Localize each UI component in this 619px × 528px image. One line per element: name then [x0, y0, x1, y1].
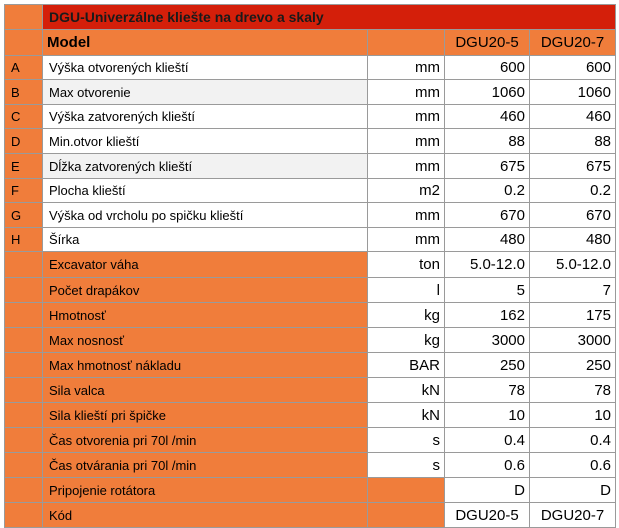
row-letter: C: [5, 105, 43, 129]
header-col1: DGU20-5: [445, 30, 530, 56]
spec-label: Sila valca: [43, 378, 368, 403]
spec-value-1: 78: [445, 378, 530, 403]
spec-label: Čas otvorenia pri 70l /min: [43, 428, 368, 453]
spec-unit: kg: [368, 328, 445, 353]
row-unit: mm: [368, 129, 445, 154]
spec-label: Sila klieští pri špičke: [43, 403, 368, 428]
spec-value-2: 175: [530, 303, 616, 328]
spec-value-1: 250: [445, 353, 530, 378]
spec-label: Max hmotnosť nákladu: [43, 353, 368, 378]
row-value-1: 0.2: [445, 179, 530, 203]
dimension-row: [5, 56, 616, 80]
spec-letter-cell: [5, 328, 43, 353]
spec-unit: BAR: [368, 353, 445, 378]
spec-unit: s: [368, 428, 445, 453]
row-letter: A: [5, 56, 43, 80]
spec-row: [5, 328, 616, 353]
spec-row: [5, 353, 616, 378]
row-value-1: 1060: [445, 80, 530, 105]
spec-unit: kg: [368, 303, 445, 328]
row-unit: mm: [368, 105, 445, 129]
spec-letter-cell: [5, 353, 43, 378]
row-unit: mm: [368, 154, 445, 179]
row-value-1: 460: [445, 105, 530, 129]
spec-letter-cell: [5, 378, 43, 403]
spec-row: [5, 378, 616, 403]
spec-row: [5, 503, 616, 528]
row-unit: m2: [368, 179, 445, 203]
row-value-1: 675: [445, 154, 530, 179]
spec-label: Počet drapákov: [43, 278, 368, 303]
spec-label: Pripojenie rotátora: [43, 478, 368, 503]
spec-unit: [368, 503, 445, 528]
spec-letter-cell: [5, 428, 43, 453]
spec-unit: s: [368, 453, 445, 478]
spec-value-1: 5.0-12.0: [445, 252, 530, 278]
spec-letter-cell: [5, 303, 43, 328]
row-letter: G: [5, 203, 43, 228]
dimension-row: [5, 154, 616, 179]
spec-value-2: 250: [530, 353, 616, 378]
spec-value-1: 5: [445, 278, 530, 303]
spec-letter-cell: [5, 278, 43, 303]
header-letter-cell: [5, 30, 43, 56]
spec-letter-cell: [5, 478, 43, 503]
spec-value-1: D: [445, 478, 530, 503]
spec-letter-cell: [5, 503, 43, 528]
row-letter: B: [5, 80, 43, 105]
spec-unit: l: [368, 278, 445, 303]
row-label: Max otvorenie: [43, 80, 368, 105]
row-label: Šírka: [43, 228, 368, 252]
header-model-label: Model: [43, 30, 368, 56]
spec-value-2: DGU20-7: [530, 503, 616, 528]
spec-value-1: 162: [445, 303, 530, 328]
row-value-2: 675: [530, 154, 616, 179]
row-letter: H: [5, 228, 43, 252]
dimension-row: [5, 129, 616, 154]
spec-value-1: 0.4: [445, 428, 530, 453]
header-row: [5, 30, 616, 56]
spec-value-2: 10: [530, 403, 616, 428]
row-label: Dĺžka zatvorených klieští: [43, 154, 368, 179]
spec-row: [5, 428, 616, 453]
spec-value-2: 5.0-12.0: [530, 252, 616, 278]
spec-row: [5, 303, 616, 328]
spec-value-2: D: [530, 478, 616, 503]
header-unit-cell: [368, 30, 445, 56]
header-col2: DGU20-7: [530, 30, 616, 56]
spec-value-2: 0.6: [530, 453, 616, 478]
spec-unit: [368, 478, 445, 503]
row-label: Výška otvorených klieští: [43, 56, 368, 80]
spec-value-1: 0.6: [445, 453, 530, 478]
spec-letter-cell: [5, 403, 43, 428]
row-value-1: 480: [445, 228, 530, 252]
dimension-row: [5, 179, 616, 203]
row-value-2: 1060: [530, 80, 616, 105]
spec-value-2: 7: [530, 278, 616, 303]
row-value-2: 600: [530, 56, 616, 80]
spec-label: Max nosnosť: [43, 328, 368, 353]
row-label: Výška zatvorených klieští: [43, 105, 368, 129]
spec-row: [5, 403, 616, 428]
table-title: DGU-Univerzálne kliešte na drevo a skaly: [43, 5, 616, 30]
dimension-row: [5, 105, 616, 129]
dimension-row: [5, 203, 616, 228]
row-value-1: 670: [445, 203, 530, 228]
row-unit: mm: [368, 80, 445, 105]
spec-letter-cell: [5, 252, 43, 278]
spec-unit: kN: [368, 403, 445, 428]
row-value-2: 460: [530, 105, 616, 129]
spec-value-1: 10: [445, 403, 530, 428]
spec-value-2: 78: [530, 378, 616, 403]
row-value-2: 88: [530, 129, 616, 154]
spec-label: Hmotnosť: [43, 303, 368, 328]
spec-row: [5, 252, 616, 278]
row-label: Min.otvor klieští: [43, 129, 368, 154]
row-letter: F: [5, 179, 43, 203]
spec-row: [5, 453, 616, 478]
title-row: [5, 5, 616, 30]
row-unit: mm: [368, 203, 445, 228]
spec-unit: ton: [368, 252, 445, 278]
row-label: Plocha klieští: [43, 179, 368, 203]
spec-label: Kód: [43, 503, 368, 528]
row-value-2: 670: [530, 203, 616, 228]
row-unit: mm: [368, 56, 445, 80]
corner-cell: [5, 5, 43, 30]
spec-letter-cell: [5, 453, 43, 478]
spec-row: [5, 278, 616, 303]
spec-unit: kN: [368, 378, 445, 403]
spec-row: [5, 478, 616, 503]
row-letter: D: [5, 129, 43, 154]
spec-value-2: 0.4: [530, 428, 616, 453]
row-unit: mm: [368, 228, 445, 252]
spec-value-2: 3000: [530, 328, 616, 353]
spec-value-1: DGU20-5: [445, 503, 530, 528]
spec-table: [4, 4, 616, 528]
spec-label: Čas otvárania pri 70l /min: [43, 453, 368, 478]
row-letter: E: [5, 154, 43, 179]
dimension-row: [5, 80, 616, 105]
row-value-1: 600: [445, 56, 530, 80]
spec-value-1: 3000: [445, 328, 530, 353]
row-value-1: 88: [445, 129, 530, 154]
row-value-2: 0.2: [530, 179, 616, 203]
spec-label: Excavator váha: [43, 252, 368, 278]
row-label: Výška od vrcholu po spičku klieští: [43, 203, 368, 228]
dimension-row: [5, 228, 616, 252]
row-value-2: 480: [530, 228, 616, 252]
